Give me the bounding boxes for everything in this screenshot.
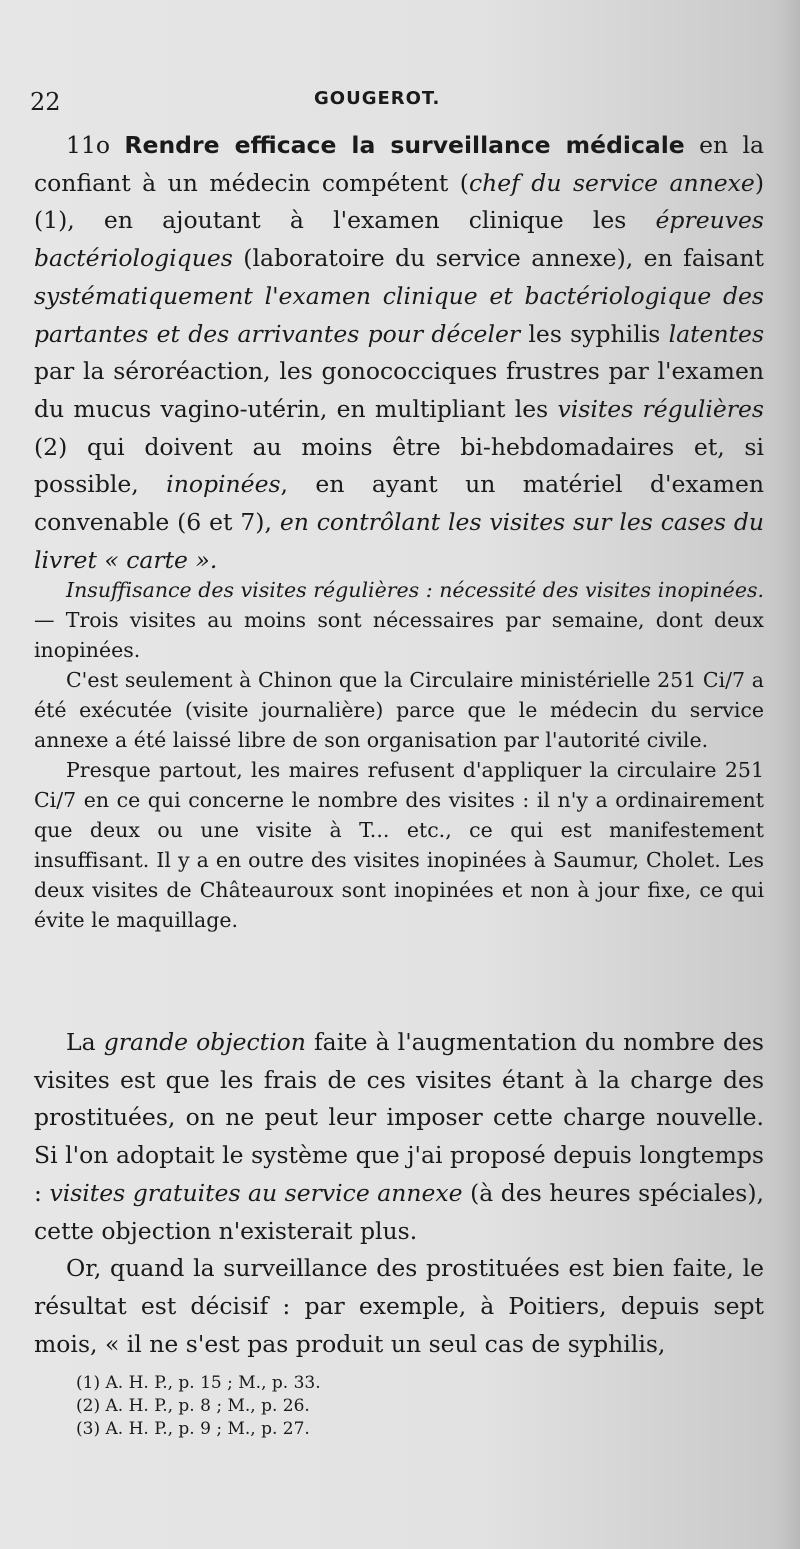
page-number: 22 (30, 88, 61, 116)
footnote-1: (1) A. H. P., p. 15 ; M., p. 33. (76, 1373, 321, 1393)
footnotes (76, 1372, 321, 1441)
poitiers-paragraph: Or, quand la surveillance des prostituées est bien faite, le résultat est décisif : par exemple, à Poitiers, depuis sept mois, « il ne s'est pas produit un seul cas de syphilis, (34, 1254, 764, 1358)
para-number: 11o (66, 131, 125, 159)
text-run: (laboratoire du service annexe), en faisant (232, 244, 764, 273)
section-11 (34, 127, 764, 579)
italic-run: latentes (668, 319, 765, 348)
paragraph-11 (34, 127, 764, 579)
text-run: (à des heures spéciales), cette objection n'existerait plus. (34, 1178, 764, 1245)
objection-paragraph (34, 1024, 764, 1250)
italic-run: inopinées (166, 470, 281, 499)
text-run: les syphilis (520, 319, 669, 348)
text-run: (2) qui doivent au moins être bi-hebdomadaires et, si possible, (34, 432, 764, 499)
page-header (24, 82, 760, 118)
italic-run: systématiquement l'examen clinique et bactériologique des partantes et des arrivantes pour déceler (34, 281, 764, 348)
italic-run: en contrôlant les visites sur les cases du livret « carte ». (34, 508, 764, 574)
italic-run: visites gratuites au service annexe (49, 1178, 463, 1207)
text-run: ) (1), en ajoutant à l'examen clinique les (34, 168, 765, 235)
italic-run: visites régulières (557, 394, 764, 423)
section-objection (34, 1024, 764, 1363)
note-block (34, 575, 764, 935)
running-head: GOUGEROT. (314, 88, 441, 109)
text-run: faite à l'augmentation du nombre des visites est que les frais de ces visites étant à la charge des prostituées, on ne peut leur imposer cette charge nouvelle. Si l'on adoptait le système que j'ai proposé depuis longtemps : (34, 1028, 764, 1207)
italic-run: chef du service annexe (468, 168, 755, 197)
italic-run: grande objection (103, 1028, 306, 1056)
text-run: , en ayant un matériel d'examen convenable (6 et 7), (34, 470, 765, 537)
note-paragraph-1 (34, 575, 764, 665)
text-run: en la confiant à un médecin compétent ( (34, 131, 764, 197)
italic-run: épreuves bactériologiques (34, 206, 764, 273)
text-run: La (66, 1028, 104, 1056)
note-heading: Insuffisance des visites régulières : nécessité des visites inopinées. (66, 578, 764, 602)
footnote-2: (2) A. H. P., p. 8 ; M., p. 26. (76, 1396, 310, 1416)
text-run: — Trois visites au moins sont nécessaires par semaine, dont deux inopinées. (34, 608, 764, 662)
footnote-3: (3) A. H. P., p. 9 ; M., p. 27. (76, 1419, 310, 1439)
note-paragraph-3: Presque partout, les maires refusent d'appliquer la circulaire 251 Ci/7 en ce qui concerne le nombre des visites : il n'y a ordinairement que deux ou une visite à T... etc., ce qui est manifestement insuffisant. Il y a en outre des visites inopinées à Saumur, Cholet. Les deux visites de Châteauroux sont inopinées et non à jour fixe, ce qui évite le maquillage. (34, 758, 764, 932)
text-run: par la séroréaction, les gonococciques frustres par l'examen du mucus vagino-utérin, en multipliant les (34, 357, 764, 423)
note-paragraph-2: C'est seulement à Chinon que la Circulaire ministérielle 251 Ci/7 a été exécutée (visite journalière) parce que le médecin du service annexe a été laissé libre de son organisation par l'autorité civile. (34, 668, 764, 752)
para-bold-title: Rendre efficace la surveillance médicale (124, 131, 685, 159)
